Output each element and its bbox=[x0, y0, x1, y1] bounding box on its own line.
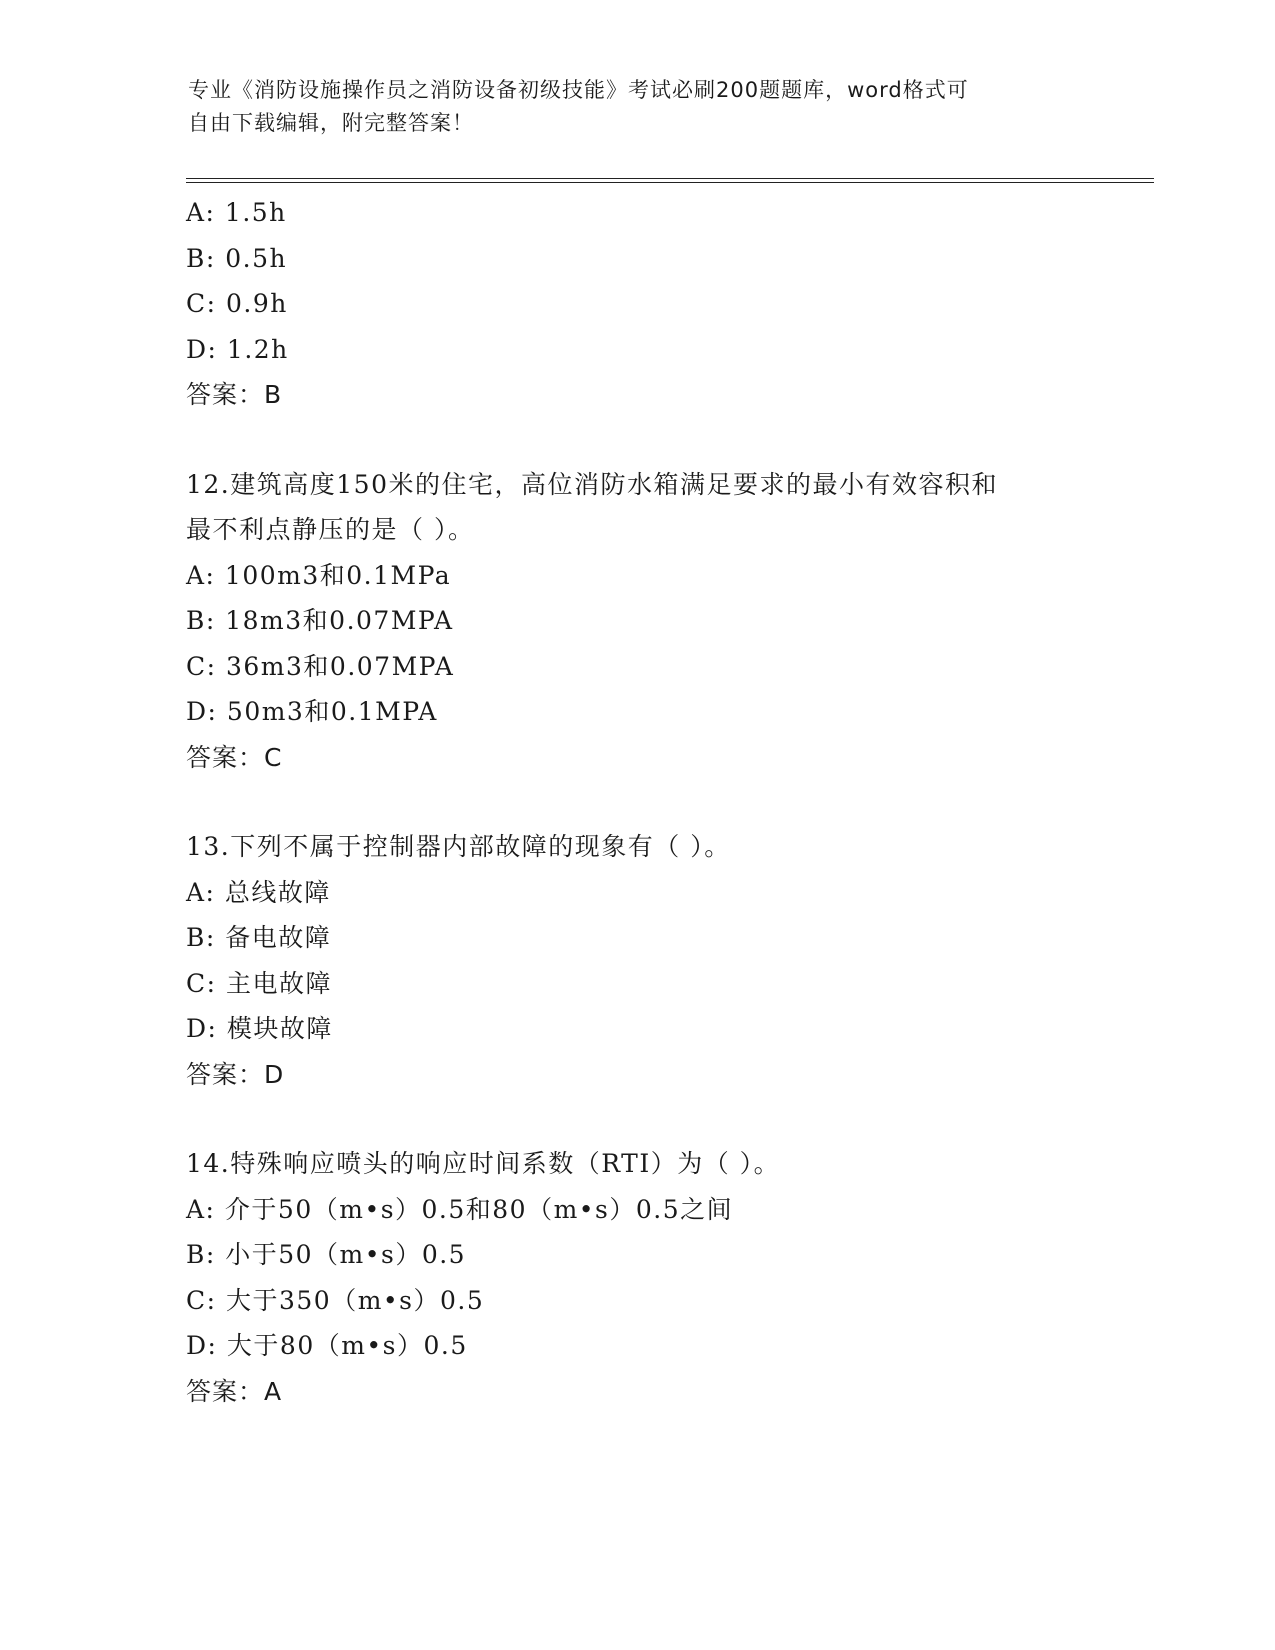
question-stem: 14.特殊响应喷头的响应时间系数（RTI）为（ ）。 bbox=[186, 1149, 781, 1178]
answer: 答案：D bbox=[186, 1059, 285, 1089]
option-a: A: 100m3和0.1MPa bbox=[186, 560, 452, 590]
spacer bbox=[186, 418, 1146, 462]
spacer bbox=[186, 1097, 1146, 1141]
question-stem: 13.下列不属于控制器内部故障的现象有（ ）。 bbox=[186, 832, 731, 861]
spacer bbox=[186, 780, 1146, 824]
question-14 bbox=[186, 1141, 1146, 1414]
option-b: B: 小于50（m•s）0.5 bbox=[186, 1240, 467, 1269]
header-divider bbox=[186, 178, 1154, 183]
question-stem: 12.建筑高度150米的住宅，高位消防水箱满足要求的最小有效容积和 bbox=[186, 469, 998, 499]
option-d: D: 模块故障 bbox=[186, 1014, 333, 1043]
option-d: D: 1.2h bbox=[186, 334, 289, 364]
answer: 答案：A bbox=[186, 1376, 283, 1406]
option-b: B: 0.5h bbox=[186, 243, 288, 273]
answer: 答案：B bbox=[186, 380, 283, 409]
question-13 bbox=[186, 824, 1146, 1097]
option-d: D: 大于80（m•s）0.5 bbox=[186, 1331, 468, 1360]
document-header bbox=[188, 74, 1068, 140]
option-c: C: 大于350（m•s）0.5 bbox=[186, 1285, 485, 1315]
question-12 bbox=[186, 462, 1146, 781]
option-a: A: 1.5h bbox=[186, 198, 287, 227]
option-b: B: 18m3和0.07MPA bbox=[186, 606, 454, 635]
option-d: D: 50m3和0.1MPA bbox=[186, 697, 438, 726]
question-stem-continued: 最不利点静压的是（ ）。 bbox=[186, 515, 475, 544]
question-11 bbox=[186, 190, 1146, 418]
answer: 答案：C bbox=[186, 742, 283, 772]
option-a: A: 总线故障 bbox=[186, 877, 331, 907]
question-list bbox=[186, 190, 1146, 1414]
option-a: A: 介于50（m•s）0.5和80（m•s）0.5之间 bbox=[186, 1194, 734, 1224]
option-c: C: 主电故障 bbox=[186, 968, 332, 998]
header-line-2: 自由下载编辑，附完整答案！ bbox=[188, 111, 474, 135]
option-c: C: 36m3和0.07MPA bbox=[186, 651, 455, 681]
option-b: B: 备电故障 bbox=[186, 923, 332, 952]
option-c: C: 0.9h bbox=[186, 289, 288, 318]
header-line-1: 专业《消防设施操作员之消防设备初级技能》考试必刷200题题库，word格式可 bbox=[188, 78, 969, 102]
